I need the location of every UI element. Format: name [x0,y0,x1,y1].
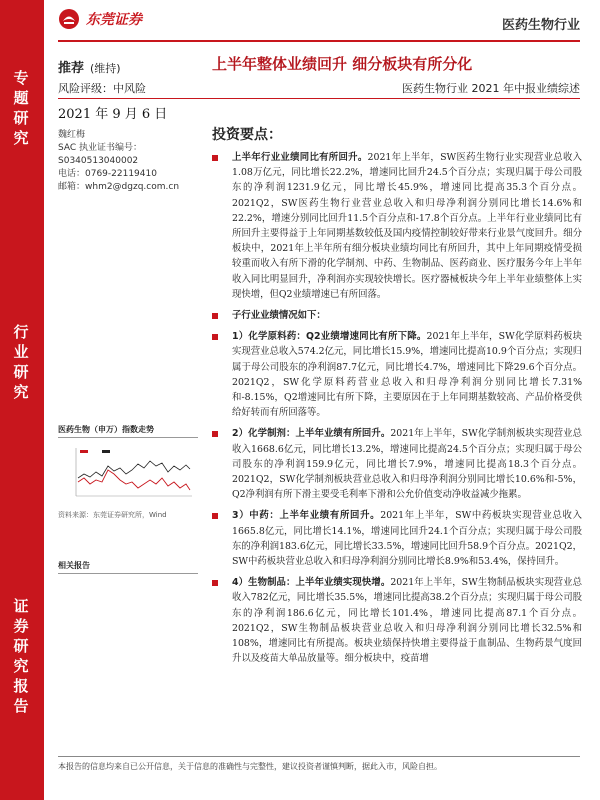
sidebar-label-industry [0,322,44,402]
sidebar-char: 题 [13,89,31,107]
paragraph-lead: 2）化学制剂：上半年业绩有所回升。 [232,428,391,440]
related-reports-title: 相关报告 [58,560,198,574]
sidebar-band [0,0,44,800]
paragraph [212,308,582,323]
legend-swatch-sector [80,450,88,453]
logo-text: 东莞证券 [86,12,142,28]
series-index-line [78,461,190,478]
cert-number: S0340513040002 [58,156,139,166]
analyst-panel [58,108,198,194]
bullet-icon [212,580,218,586]
sidebar-char: 究 [13,657,31,675]
cert-label: SAC 执业证书编号： [58,143,143,153]
header-divider [58,40,580,42]
disclaimer-footer: 本报告的信息均来自已公开信息，关于信息的准确性与完整性，建议投资者谨慎判断，据此入市，风险自担。 [58,756,580,773]
chart-title: 医药生物（申万）指数走势 [58,424,198,438]
rating [58,57,121,76]
paragraph-text: 2021年上半年，SW中药板块实现营业总收入1665.8亿元，同比增长14.1%，增速同比回升24.1个百分点；实现归属于母公司股东的净利润183.6亿元，同比增长33.5%，增速同比回升58.9个百分点。2021Q2，SW中药板块营业总收入和归母净利润分别同比增长8.9%和53.4%，保持回升。 [232,510,582,568]
analyst-name: 魏红梅 [58,130,86,140]
risk-rating: 风险评级：中风险 [58,82,146,95]
sidebar-char: 究 [13,129,31,147]
title-divider [58,98,580,99]
report-body [212,150,582,673]
sidebar-label-topic [0,68,44,148]
index-chart [58,424,198,520]
sidebar-char: 研 [13,109,31,127]
sidebar-char: 研 [13,363,31,381]
report-title: 上半年整体业绩回升 细分板块有所分化 [212,55,473,73]
paragraph [212,150,582,302]
bullet-icon [212,155,218,161]
sidebar-label-report [0,596,44,716]
sector-label: 医药生物行业 [501,18,580,33]
paragraph [212,575,582,666]
sidebar-char: 业 [13,343,31,361]
paragraph [212,508,582,569]
paragraph-text: 2021年上半年，SW化学制剂板块实现营业总收入1668.6亿元，同比增长13.2%，增速同比提高24.5个百分点；实现归属于母公司股东的净利润159.9亿元，同比增长7.9%，增速同比提高18.3个百分点。2021Q2，SW化学制剂板块营业总收入和归母净利润分别同比增长10.6%和-5%，Q2净利润有所下滑主要受毛利率下滑和公允价值变动净收益减少拖累。 [232,428,583,501]
company-logo [58,8,142,30]
report-date: 2021 年 9 月 6 日 [58,107,168,122]
paragraph [212,329,582,420]
paragraph-text: 2021年上半年，SW医药生物行业实现营业总收入1.08万亿元，同比增长22.2%，增速同比回升24.5个百分点；实现归属于母公司股东的净利润1231.9亿元，同比增长45.9%，增速同比提高35.3个百分点。2021Q2，SW医药生物行业营业总收入和归母净利润分别同比增长14.6%和22.2%，增速分别同比回升11.5个百分点和-17.8个百分点。上半年行业业绩同比有所回升主要得益于上年同期基数较低及国内疫情控制较好带来行业景气度回升。细分板块中，2021年上半年所有细分板块业绩均同比有所回升，其中上年同期疫情受损较重而收入有所下滑的化学制剂、中药、生物制品、医药商业、医疗服务今年上半年收入同比明显回升，净利润亦实现较快增长。医疗器械板块今年上半年业绩整体上实现快增，但Q2业绩增速已有所回落。 [232,152,582,300]
bullet-icon [212,513,218,519]
bullet-icon [212,334,218,340]
sidebar-char: 行 [13,323,31,341]
paragraph-lead: 3）中药：上半年业绩有所回升。 [232,510,381,522]
bullet-icon [212,431,218,437]
sidebar-char: 研 [13,637,31,655]
paragraph-lead: 子行业业绩情况如下： [232,310,326,322]
paragraph-lead: 1）化学原料药：Q2业绩增速同比有所下降。 [232,331,427,343]
chart-plot [58,444,196,506]
chart-source: 资料来源：东莞证券研究所，Wind [58,511,167,519]
sidebar-char: 专 [13,69,31,87]
rating-status: (维持) [90,62,121,75]
sidebar-char: 券 [13,617,31,635]
paragraph [212,426,582,502]
sidebar-char: 告 [13,697,31,715]
legend-swatch-index [102,450,110,453]
section-heading: 投资要点： [212,127,282,143]
paragraph-lead: 4）生物制品：上半年业绩实现快增。 [232,577,391,589]
sidebar-char: 证 [13,597,31,615]
logo-icon [58,8,80,30]
bullet-icon [212,313,218,319]
sidebar-char: 究 [13,383,31,401]
analyst-email: 邮箱：whm2@dgzq.com.cn [58,182,180,192]
sidebar-char: 报 [13,677,31,695]
paragraph-text: 2021年上半年，SW生物制品板块实现营业总收入782亿元，同比增长35.5%，增速同比提高38.2个百分点；实现归属于母公司股东的净利润186.6亿元，同比增长101.4%，增速同比提高87.1个百分点。2021Q2，SW生物制品板块营业总收入和归母净利润分别同比增长32.5%和108%，增速同比有所提高。板块业绩保持快增主要得益于血制品、生物药景气度回升以及疫苗大单品放量等。细分板块中，疫苗增 [232,577,583,665]
rating-label: 推荐 [58,61,85,76]
paragraph-lead: 上半年行业业绩同比有所回升。 [232,152,368,163]
paragraph-text: 2021年上半年，SW化学原料药板块实现营业总收入574.2亿元，同比增长15.9%，增速同比提高10.9个百分点；实现归属于母公司股东的净利润87.7亿元，同比增长4.7%，增速同比下降29.6个百分点。2021Q2，SW化学原料药营业总收入和归母净利润分别同比增长7.31%和-8.15%，Q2增速同比有所下降，主要原因在于上年同期基数较高、产品价格受供给好转而有所回落等。 [232,331,582,419]
analyst-phone: 电话：0769-22119410 [58,169,157,179]
report-subtitle: 医药生物行业 2021 年中报业绩综述 [402,82,580,95]
